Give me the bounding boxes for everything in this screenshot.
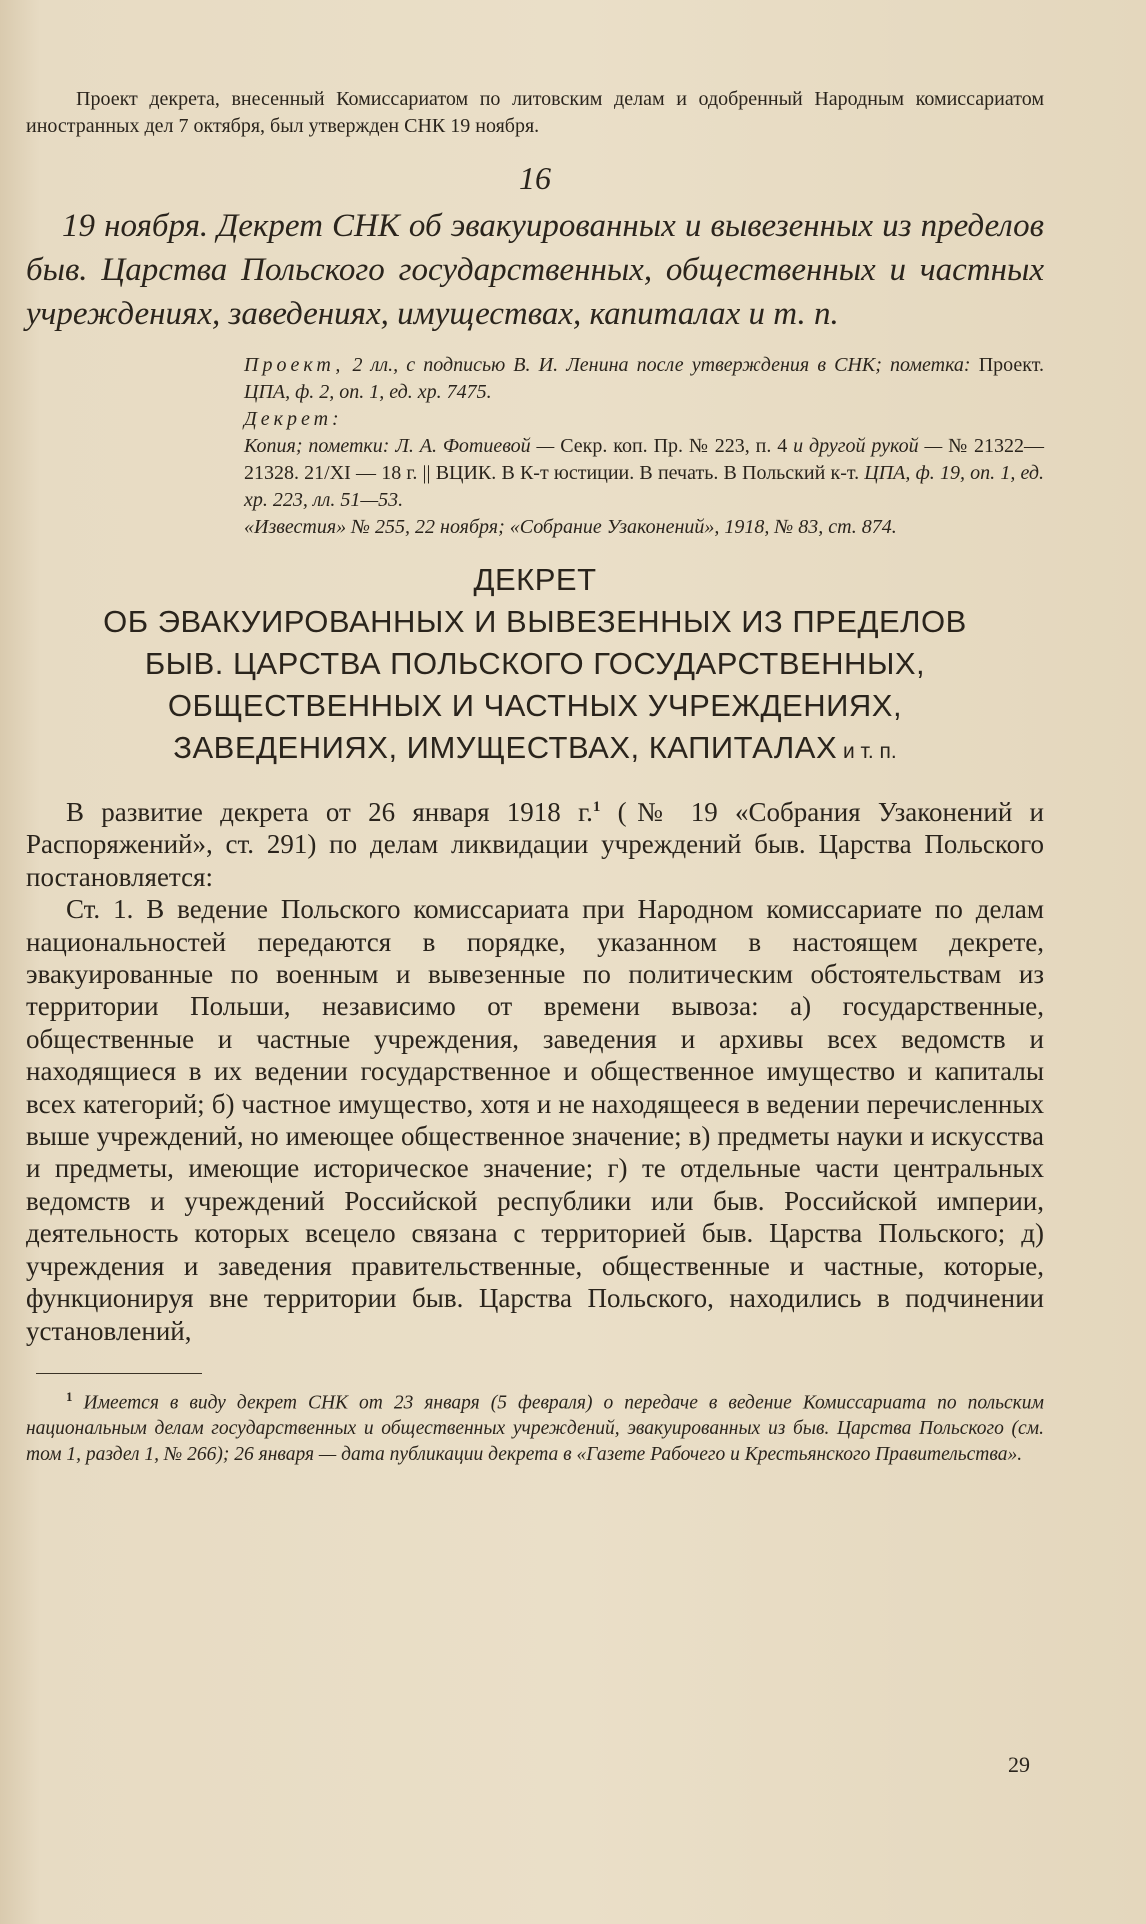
- decree-title-line-1: ДЕКРЕТ: [473, 562, 597, 597]
- decree-title-line-3: БЫВ. ЦАРСТВА ПОЛЬСКОГО ГОСУДАРСТВЕННЫХ,: [144, 646, 926, 681]
- sources-block: [244, 352, 1044, 541]
- footnote: [26, 1384, 1044, 1469]
- body-p1-after: (№ 19 «Собрания Узаконений и Распоряжений», ст. 291) по делам ликвидации учреждений быв. Царства Польского постановляется:: [26, 797, 1044, 892]
- decree-label-text: Декрет:: [244, 408, 343, 430]
- body-p1-before: В развитие декрета от 26 января 1918 г.: [66, 797, 593, 827]
- document-heading: 19 ноября. Декрет СНК об эвакуированных и вывезенных из пределов быв. Царства Польского государственных, общественных и частных учреждениях, заведениях, имуществах, капиталах и т. п.: [26, 208, 1044, 332]
- page-number: 29: [1008, 1752, 1030, 1777]
- footnote-text: Имеется в виду декрет СНК от 23 января (5 февраля) о передаче в ведение Комиссариата по польским национальным делам государственных и общественных учреждений, эвакуированных из быв. Царства Польского (см. том 1, раздел 1, № 266); 26 января — дата публикации декрета в «Газете Рабочего и Крестьянского Правительства».: [26, 1392, 1044, 1466]
- draft-label: Проект,: [244, 354, 345, 376]
- page-content: [26, 86, 1044, 1468]
- decree-title-line-4: ОБЩЕСТВЕННЫХ И ЧАСТНЫХ УЧРЕЖДЕНИЯХ,: [167, 688, 903, 723]
- copy-archive: ЦПА, ф. 19, оп. 1, ед. хр. 223, лл. 51—53.: [244, 462, 1044, 511]
- copy-text-2: и другой рукой —: [787, 435, 949, 457]
- draft-text: 2 лл., с подписью В. И. Ленина после утверждения в СНК; пометка:: [344, 354, 979, 376]
- document-number: 16: [519, 160, 551, 196]
- footnote-divider: [36, 1373, 202, 1374]
- source-copy: [244, 433, 1044, 514]
- decree-title-line-5-main: ЗАВЕДЕНИЯХ, ИМУЩЕСТВАХ, КАПИТАЛАХ: [173, 730, 838, 765]
- body-paragraph-2: Ст. 1. В ведение Польского комиссариата при Народном комиссариате по делам национальностей передаются в порядке, указанном в настоящем декрете, эвакуированные по военным и вывезенные по политическим обстоятельствам из территории Польши, независимо от времени вывоза: а) государственные, общественные и частные учреждения, заведения и архивы всех ведомств и находящиеся в их ведении государственное и общественное имущество и капиталы всех категорий; б) частное имущество, хотя и не находящееся в ведении перечисленных выше учреждений, но имеющее общественное значение; в) предметы науки и искусства и предметы, имеющие историческое значение; г) те отдельные части центральных ведомств и учреждений Российской республики или быв. Российской империи, деятельность которых всецело связана с территорией быв. Царства Польского; д) учреждения и заведения правительственные, общественные и частные, которые, функционируя вне территории быв. Царства Польского, находились в подчинении установлений,: [26, 894, 1044, 1346]
- draft-mark: Проект.: [978, 354, 1044, 376]
- preface-paragraph: Проект декрета, внесенный Комиссариатом по литовским делам и одобренный Народным комиссариатом иностранных дел 7 октября, был утвержден СНК 19 ноября.: [26, 88, 1044, 137]
- decree-title-line-2: ОБ ЭВАКУИРОВАННЫХ И ВЫВЕЗЕННЫХ ИЗ ПРЕДЕЛОВ: [103, 604, 967, 639]
- footnote-marker: 1: [66, 1388, 73, 1404]
- copy-mark-2: № 21322—21328. 21/XI — 18 г. || ВЦИК. В К-т юстиции. В печать. В Польский к-т.: [244, 435, 1045, 484]
- decree-label: [244, 406, 1044, 433]
- footnote-ref: 1: [592, 799, 601, 815]
- body-paragraph-1: [26, 791, 1044, 893]
- copy-mark-1: Секр. коп. Пр. № 223, п. 4: [560, 435, 788, 457]
- source-publication: «Известия» № 255, 22 ноября; «Собрание Узаконений», 1918, № 83, ст. 874.: [244, 516, 897, 538]
- copy-text: Копия; пометки: Л. А. Фотиевой —: [244, 435, 561, 457]
- draft-archive: ЦПА, ф. 2, оп. 1, ед. хр. 7475.: [244, 381, 492, 403]
- decree-title-line-5-small: и т. п.: [837, 740, 897, 763]
- decree-title-line-5: [26, 727, 1044, 773]
- source-draft: [244, 352, 1044, 406]
- decree-title: [26, 559, 1044, 773]
